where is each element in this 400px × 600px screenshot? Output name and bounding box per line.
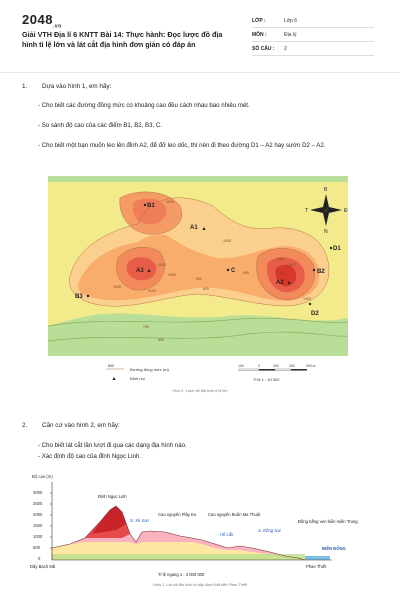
contour-label: 1000 (113, 285, 121, 289)
question-prompt: Căn cứ vào hình 2, em hãy: (42, 422, 120, 429)
point-marker (227, 269, 229, 271)
profile-ytick: 2500 (33, 501, 43, 506)
contour-label: 600 (158, 338, 164, 342)
svg-text:300 m: 300 m (306, 364, 316, 368)
contour-label: 700 (143, 325, 149, 329)
profile-ytick: 1500 (33, 523, 43, 528)
profile-label: S. Đồng Nai (258, 528, 281, 533)
meta-row-subject: MÔN : Địa lý (252, 28, 374, 42)
profile-label: BIỂN ĐÔNG (322, 546, 346, 551)
question-1-item: - Cho biết một bạn muốn leo lên đỉnh A2, để đỡ leo dốc, thì nên đi theo đường D1 – A2 hay sườn D2 – A2. (38, 142, 326, 149)
profile-label: Đỉnh Ngọc Linh (98, 494, 127, 499)
point-marker (313, 269, 315, 271)
site-logo[interactable]: $2048_{.vn}$ (22, 12, 62, 30)
contour-label: 900 (196, 277, 202, 281)
point-label: A2 (276, 280, 284, 286)
contour-label: 1200 (278, 272, 286, 276)
svg-text:T: T (305, 208, 309, 214)
point-marker (330, 247, 332, 249)
meta-table (252, 14, 374, 56)
figure-caption: Hình 1. Lược đồ địa hình tỉ lệ lớn (172, 389, 228, 393)
svg-text:100: 100 (238, 364, 244, 368)
question-number: 1. (22, 83, 28, 90)
profile-label: Hồ Lắk (220, 532, 234, 537)
point-label: A3 (136, 268, 144, 274)
profile-label: S. Xê Xan (130, 518, 149, 523)
profile-label: Cao nguyên Plây Ku (158, 512, 197, 517)
profile-label: Tỉ lệ ngang 1 : 4 000 000 (158, 572, 205, 577)
profile-label: Phan Thiết (306, 564, 327, 569)
point-label: B3 (75, 294, 83, 300)
profile-label: Cao nguyên Buôn Ma Thuột (208, 512, 261, 517)
profile-ytick: 1000 (33, 534, 43, 539)
question-2 (22, 421, 382, 431)
question-1-item: - So sánh độ cao của các điểm B1, B2, B3, C. (38, 122, 162, 129)
question-prompt: Dựa vào hình 1, em hãy: (42, 83, 112, 90)
question-2-item: - Cho biết lát cắt lần lượt đi qua các dạng địa hình nào. (38, 442, 187, 449)
contour-label: 900 (243, 271, 249, 275)
svg-text:200: 200 (289, 364, 295, 368)
point-label: C (231, 268, 236, 274)
divider (0, 72, 400, 73)
meta-row-class: LỚP : Lớp 6 (252, 14, 374, 28)
profile-ylabel: Độ cao (m) (32, 474, 53, 479)
point-label: D1 (333, 246, 341, 252)
profile-label: Đồng bằng ven biển miền Trung (298, 519, 358, 524)
page-header (0, 0, 400, 72)
contour-label: 1000 (166, 200, 174, 204)
terrain-profile (30, 468, 370, 580)
profile-ytick: 0 (38, 556, 41, 561)
sea-area (305, 556, 330, 560)
svg-text:N: N (324, 229, 328, 235)
point-marker (144, 204, 146, 206)
figure-caption: Hình 2. Lát cắt địa hình từ dãy Bạch Mã đến Phan Thiết (153, 583, 247, 587)
contour-label: 1100 (288, 263, 296, 267)
svg-text:B: B (324, 187, 328, 193)
contour-label: 1000 (223, 239, 231, 243)
svg-text:800: 800 (108, 364, 114, 368)
point-marker (309, 303, 311, 305)
question-2-item: - Xác định độ cao của đỉnh Ngọc Linh. (38, 453, 141, 460)
svg-text:Đ: Đ (344, 208, 348, 214)
contour-label: 1000 (276, 257, 284, 261)
contour-label: 1100 (148, 289, 156, 293)
svg-text:Đường đồng mức (m): Đường đồng mức (m) (130, 367, 169, 372)
question-1 (22, 82, 382, 92)
point-label: D2 (311, 311, 319, 317)
contour-label: 1100 (158, 263, 166, 267)
question-number: 2. (22, 422, 28, 429)
contour-label: 1000 (168, 273, 176, 277)
point-label: B2 (317, 269, 325, 275)
point-label: A1 (190, 225, 198, 231)
question-1-item: - Cho biết các đường đồng mức có khoảng cao đều cách nhau bao nhiêu mét. (38, 102, 250, 109)
profile-ytick: 2000 (33, 512, 43, 517)
meta-row-count: SỐ CÂU : 2 (252, 42, 374, 56)
svg-text:0: 0 (258, 364, 260, 368)
profile-ytick: 3000 (33, 490, 43, 495)
svg-text:Tỉ lệ 1 : 10 000: Tỉ lệ 1 : 10 000 (253, 377, 280, 382)
profile-ytick: 500 (33, 545, 40, 550)
contour-label: 1000 (303, 297, 311, 301)
svg-text:Đỉnh núi: Đỉnh núi (130, 376, 145, 381)
topographic-map (48, 176, 348, 388)
point-label: B1 (147, 203, 155, 209)
profile-label: Dãy Bạch Mã (30, 564, 56, 569)
point-marker (87, 295, 89, 297)
document-title: Giải VTH Địa lí 6 KNTT Bài 14: Thực hành: Đọc lược đồ địa hình tỉ lệ lớn và lát cắt địa hình đơn giản có đáp án (22, 30, 223, 49)
contour-label: 800 (203, 287, 209, 291)
svg-text:100: 100 (273, 364, 279, 368)
